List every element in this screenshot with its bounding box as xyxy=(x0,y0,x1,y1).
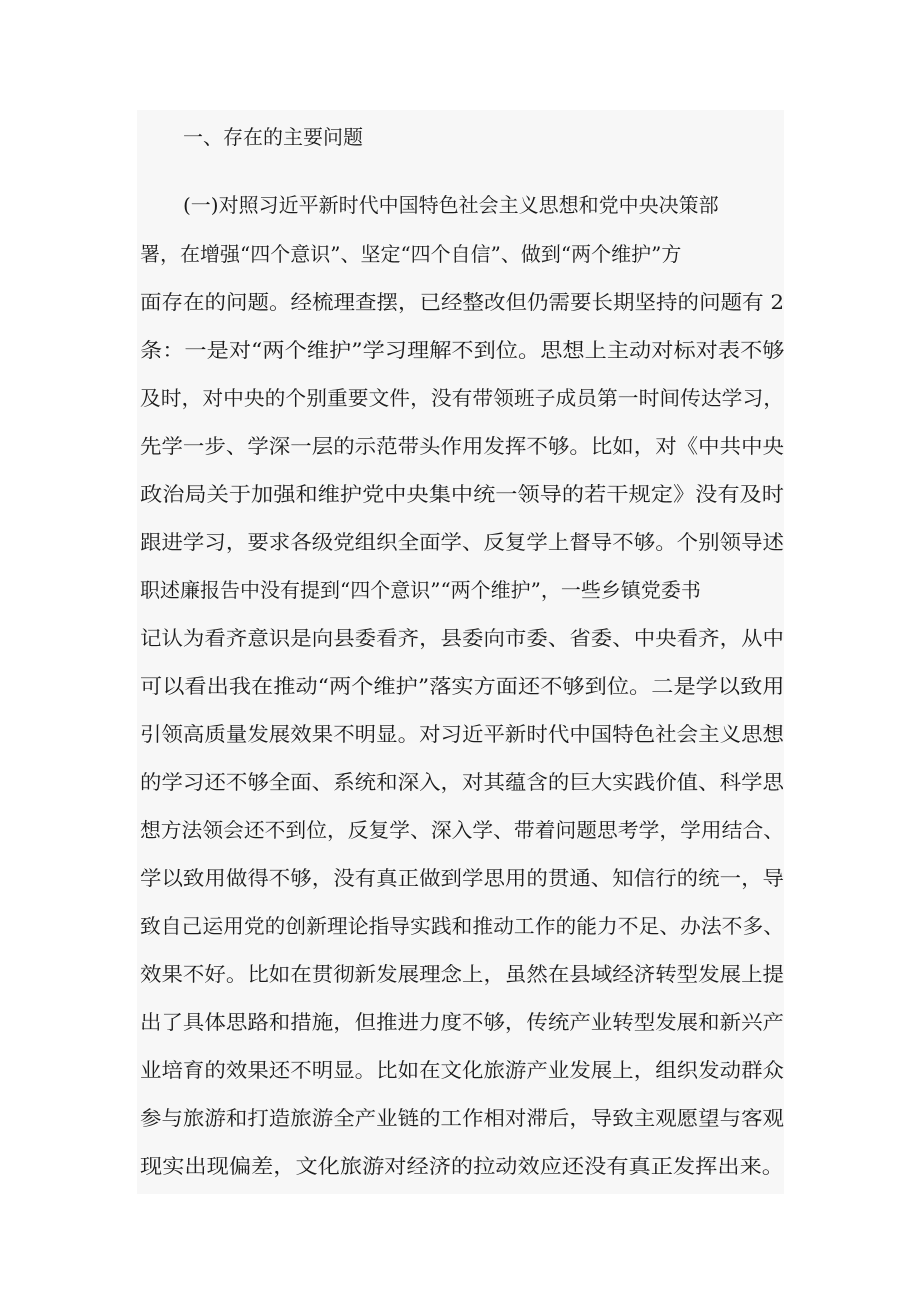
paragraph-line: 参与旅游和打造旅游全产业链的工作相对滞后，导致主观愿望与客观 xyxy=(140,1106,784,1130)
paragraph-line: 面存在的问题。经梳理查摆，已经整改但仍需要长期坚持的问题有 2 xyxy=(140,290,785,314)
paragraph-line: 跟进学习，要求各级党组织全面学、反复学上督导不够。个别领导述 xyxy=(140,530,784,554)
paragraph-line: 职述廉报告中没有提到“四个意识”“两个维护”，一些乡镇党委书 xyxy=(140,578,701,602)
paragraph-line: 政治局关于加强和维护党中央集中统一领导的若干规定》没有及时 xyxy=(140,482,785,506)
paragraph-line: 可以看出我在推动“两个维护”落实方面还不够到位。二是学以致用 xyxy=(140,674,785,698)
paragraph-line: 署，在增强“四个意识”、坚定“四个自信”、做到“两个维护”方 xyxy=(140,242,682,266)
paragraph-line: 现实出现偏差，文化旅游对经济的拉动效应还没有真正发挥出来。 xyxy=(140,1154,785,1178)
paragraph-line: 业培育的效果还不明显。比如在文化旅游产业发展上，组织发动群众 xyxy=(140,1058,784,1082)
paragraph-line: 致自己运用党的创新理论指导实践和推动工作的能力不足、办法不多、 xyxy=(140,914,784,938)
paragraph-line: (一)对照习近平新时代中国特色社会主义思想和党中央决策部 xyxy=(183,193,719,217)
paragraph-line: 学以致用做得不够，没有真正做到学思用的贯通、知信行的统一，导 xyxy=(140,866,784,890)
paragraph-line: 的学习还不够全面、系统和深入，对其蕴含的巨大实践价值、科学思 xyxy=(140,770,784,794)
paragraph-line: 引领高质量发展效果不明显。对习近平新时代中国特色社会主义思想 xyxy=(140,722,784,746)
paragraph-line: 条：一是对“两个维护”学习理解不到位。思想上主动对标对表不够 xyxy=(140,338,785,362)
paragraph-line: 效果不好。比如在贯彻新发展理念上，虽然在县域经济转型发展上提 xyxy=(140,962,784,986)
paragraph-line: 先学一步、学深一层的示范带头作用发挥不够。比如，对《中共中央 xyxy=(140,434,784,458)
section-heading: 一、存在的主要问题 xyxy=(183,125,363,149)
paragraph-line: 出了具体思路和措施，但推进力度不够，传统产业转型发展和新兴产 xyxy=(140,1010,784,1034)
paragraph-line: 想方法领会还不到位，反复学、深入学、带着问题思考学，学用结合、 xyxy=(140,818,784,842)
paragraph-line: 及时，对中央的个别重要文件，没有带领班子成员第一时间传达学习， xyxy=(140,386,784,410)
paragraph-line: 记认为看齐意识是向县委看齐，县委向市委、省委、中央看齐，从中 xyxy=(140,626,784,650)
